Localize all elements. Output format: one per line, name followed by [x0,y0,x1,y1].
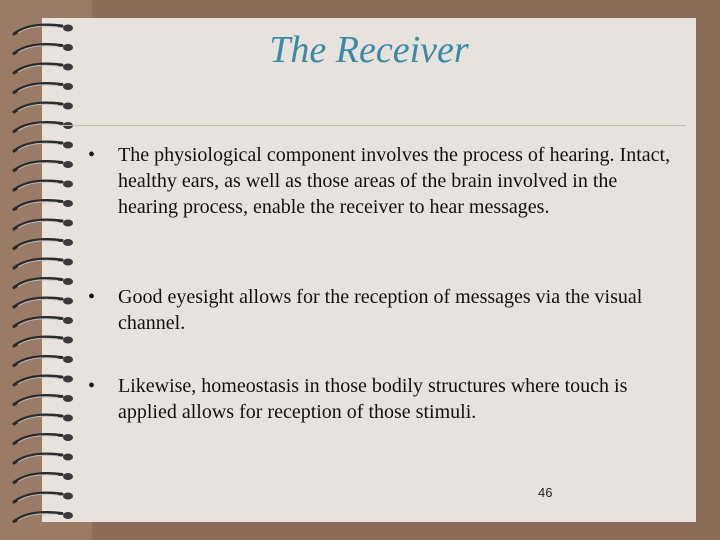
binding-ring [14,122,73,132]
bullet-dot: • [88,375,96,397]
binding-ring [14,161,73,171]
binding-ring [14,454,73,464]
binding-ring [14,317,73,327]
bullet-item [88,284,678,336]
binding-ring [14,473,73,483]
page-number: 46 [538,485,553,500]
binding-ring [14,356,73,366]
binding-ring [14,278,73,288]
bullet-item [88,142,678,220]
binding-ring [14,239,73,249]
binding-ring [14,142,73,152]
binding-ring [14,200,73,210]
binding-ring [14,181,73,191]
bullet-dot: • [88,144,96,166]
binding-ring [14,298,73,308]
binding-ring [14,103,73,113]
slide-title: The Receiver [269,29,469,71]
binding-ring [14,259,73,269]
bullet-text: The physiological component involves the process of hearing. Intact, healthy ears, as well as those areas of the brain involved in the hearing process, enable the receiver to hear messages. [118,144,671,218]
binding-ring [14,434,73,444]
bullet-text: Good eyesight allows for the reception of messages via the visual channel. [118,286,643,334]
title-divider [60,125,686,126]
bullet-text: Likewise, homeostasis in those bodily structures where touch is applied allows for reception of those stimuli. [118,375,628,423]
slide-page [42,18,696,522]
binding-ring [14,512,73,522]
bullet-item [88,373,678,425]
spiral-binding-icon [0,0,92,540]
binding-ring [14,337,73,347]
binding-ring [14,83,73,93]
binding-ring [14,415,73,425]
binding-ring [14,220,73,230]
binding-ring [14,493,73,503]
binding-ring [14,395,73,405]
binding-ring [14,376,73,386]
bullet-dot: • [88,286,96,308]
